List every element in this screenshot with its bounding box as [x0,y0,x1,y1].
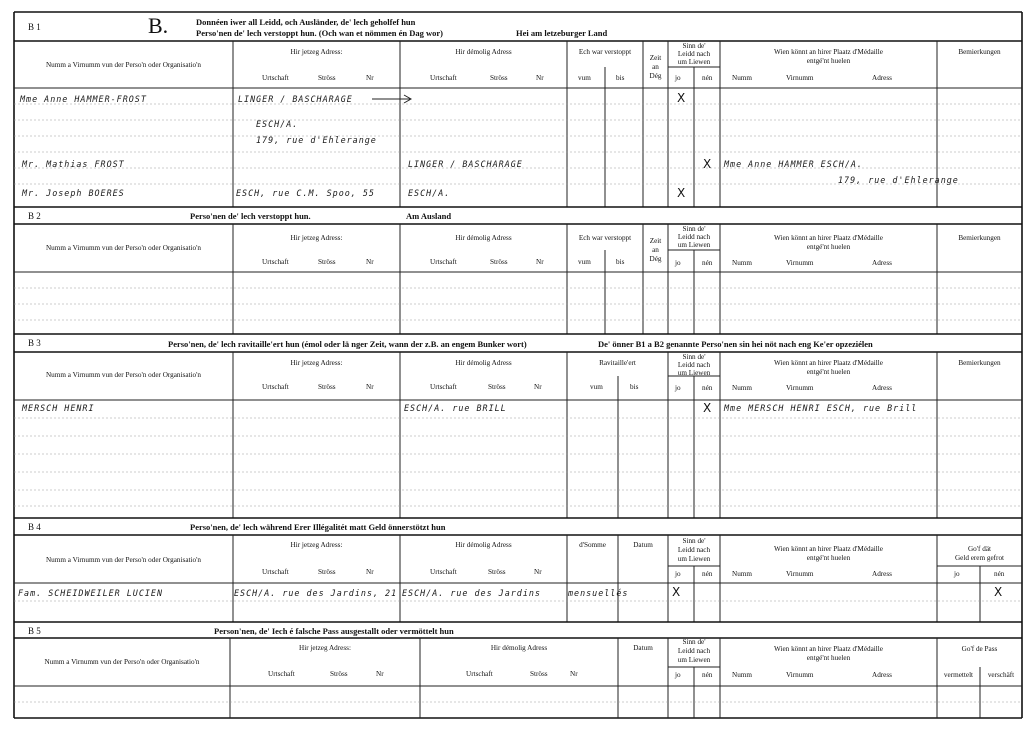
b5-col-living-2: Leidd nach [677,647,711,655]
b3-col-from: vum [590,383,603,391]
b3-col-no: nén [702,384,713,392]
b2-col-street-2: Ströss [490,258,508,266]
b4-col-medal-1: Wien könnt an hirer Plaatz d'Médaille [774,545,883,553]
b3-col-to: bis [630,383,639,391]
b1-col-living-3: um Liewen [677,58,711,66]
b4-col-sum: d'Somme [579,541,606,549]
b3-col-living-3: um Liewen [677,369,711,377]
b3-col-street: Ströss [318,383,336,391]
b1-col-street: Ströss [318,74,336,82]
b1-col-hidden: Ech war verstoppt [578,48,632,56]
b4-col-date: Datum [633,541,653,549]
b1-col-name: Numm a Virnumm vun der Perso'n oder Organisatio'n [45,61,201,69]
b2-col-medal-2: entgé'nt huelen [806,243,851,251]
b2-col-number: Nr [366,258,374,266]
b5-col-issued: vermettelt [943,671,974,679]
b4-row1-current: ESCH/A. rue des Jardins, 21 [234,588,398,598]
b1-row3-current: ESCH, rue C.M. Spoo, 55 [236,188,375,198]
b1-title-line1: Donnéen iwer all Leidd, och Ausländer, de' lech geholfef hun [196,17,416,27]
b1-row3-living-yes: X [677,186,686,200]
b1-col-living-2: Leidd nach [677,50,711,58]
b1-row1-current: LINGER / BASCHARAGE [238,94,353,104]
b3-col-medal-1: Wien könnt an hirer Plaatz d'Médaille [774,359,883,367]
b2-col-name: Numm a Virnumm vun der Perso'n oder Organisatio'n [45,244,201,252]
b4-title: Perso'nen, de' lech während Erer Illégalitét matt Geld önnerstötzt hun [190,522,446,532]
b2-col-days-1: Zeit [649,237,662,245]
b2-col-days-2: an [652,246,659,254]
b1-row1-name: Mme Anne HAMMER-FROST [20,94,147,104]
b5-col-address: Adress [872,671,892,679]
b4-col-locality: Urtschaft [262,568,289,576]
b5-col-street: Ströss [330,670,348,678]
b4-col-current-address: Hir jetzeg Adress: [290,541,343,549]
b2-col-from: vum [578,258,591,266]
b5-col-forged: verschäft [987,671,1015,679]
b1-col-days-2: an [652,63,659,71]
b3-col-living-1: Sinn de' [682,353,706,361]
b1-row1-living-yes: X [677,91,686,105]
b3-col-current-address: Hir jetzeg Adress: [290,359,343,367]
b5-col-name: Numm a Virnumm vun der Perso'n oder Organisatio'n [44,658,200,666]
b2-col-firstname: Virnumm [786,259,814,267]
b2-col-hidden: Ech war verstoppt [578,234,632,242]
b4-col-firstname: Virnumm [786,570,814,578]
b2-col-number-2: Nr [536,258,544,266]
b2-col-street: Ströss [318,258,336,266]
b1-col-address: Adress [872,74,892,82]
b1-row1-current-extra2: 179, rue d'Ehlerange [256,135,377,145]
b4-col-yes: jo [675,570,681,578]
b4-col-living-2: Leidd nach [677,546,711,554]
b1-col-to: bis [616,74,625,82]
b2-col-surname: Numm [732,259,752,267]
b3-col-street-2: Ströss [488,383,506,391]
b3-col-number-2: Nr [534,383,542,391]
b4-section-code: B 4 [28,522,41,532]
b4-col-name: Numm a Virnumm vun der Perso'n oder Organisatio'n [45,556,201,564]
b1-col-number-2: Nr [536,74,544,82]
b5-col-street-2: Ströss [530,670,548,678]
b5-col-locality-2: Urtschaft [466,670,493,678]
b1-col-number: Nr [366,74,374,82]
b4-col-number: Nr [366,568,374,576]
b4-col-former-address: Hir démolig Adress [455,541,512,549]
b5-col-no: nén [702,671,713,679]
b4-col-refund-2: Geld erem gefrot [954,554,1005,562]
b2-title-right: Am Ausland [406,211,452,221]
b5-section-code: B 5 [28,626,41,636]
b4-col-no: nén [702,570,713,578]
b1-section-letter: B. [148,13,169,38]
b2-col-living-2: Leidd nach [677,233,711,241]
b1-col-medal-1: Wien könnt an hirer Plaatz d'Médaille [774,48,883,56]
b4-col-refund-1: Go'f dät [967,545,992,553]
b4-col-living-1: Sinn de' [682,537,706,545]
b3-col-remarks: Bemierkungen [958,359,1001,367]
b1-title-line2: Perso'nen de' lech verstoppt hun. (Och wan et nömmen én Dag wor) [196,28,443,38]
b2-col-remarks: Bemierkungen [958,234,1001,242]
b5-col-medal-2: entgé'nt huelen [806,654,851,662]
b1-col-locality: Urtschaft [262,74,289,82]
b5-col-date: Datum [633,644,653,652]
b5-col-medal-1: Wien könnt an hirer Plaatz d'Médaille [774,645,883,653]
b4-col-number-2: Nr [534,568,542,576]
b2-col-locality: Urtschaft [262,258,289,266]
b3-title: Perso'nen, de' lech ravitaille'ert hun (émol oder lä nger Zeit, wann der z.B. an engem Bunker wort) [168,339,527,349]
b2-col-days-3: Dég [649,255,662,263]
b5-col-current-address: Hir jetzeg Adress: [299,644,351,652]
b1-col-living-1: Sinn de' [682,42,706,50]
b3-title-right: De' önner B1 a B2 genannte Perso'nen sin hei nöt nach eng Ke'er opzeziélen [598,339,873,349]
b2-col-former-address: Hir démolig Adress [455,234,512,242]
b2-section-code: B 2 [28,211,41,221]
b3-col-firstname: Virnumm [786,384,814,392]
b1-row2-name: Mr. Mathias FROST [22,159,125,169]
b2-col-medal-1: Wien könnt an hirer Plaatz d'Médaille [774,234,883,242]
b3-col-locality: Urtschaft [262,383,289,391]
b1-col-days-1: Zeit [649,54,662,62]
b3-col-locality-2: Urtschaft [430,383,457,391]
b1-col-from: vum [578,74,591,82]
b2-col-yes: jo [675,259,681,267]
b1-col-locality-2: Urtschaft [430,74,457,82]
b4-col-living-3: um Liewen [677,555,711,563]
b1-col-medal-2: entgé'nt huelen [806,57,851,65]
b5-col-living-3: um Liewen [677,656,711,664]
b2-col-address: Adress [872,259,892,267]
b3-row1-name: MERSCH HENRI [22,403,95,413]
b3-col-surname: Numm [732,384,752,392]
b1-row2-medal2: 179, rue d'Ehlerange [838,175,959,185]
b5-col-locality: Urtschaft [268,670,295,678]
b2-col-living-1: Sinn de' [682,225,706,233]
b1-col-no: nén [702,74,713,82]
b1-col-firstname: Virnumm [786,74,814,82]
b1-row2-medal: Mme Anne HAMMER ESCH/A. [724,159,863,169]
b5-title: Person'nen, de' Iech é falsche Pass ausgestallt oder vermöttelt hun [214,626,454,636]
b4-col-locality-2: Urtschaft [430,568,457,576]
b3-col-supplied: Ravitaille'ert [599,359,636,367]
b4-col-surname: Numm [732,570,752,578]
b2-title: Perso'nen de' lech verstoppt hun. [190,211,311,221]
b3-section-code: B 3 [28,338,41,348]
b4-col-street: Ströss [318,568,336,576]
b5-col-passport: Go'f de Pass [961,645,998,653]
b3-col-living-2: Leidd nach [677,361,711,369]
b3-col-yes: jo [675,384,681,392]
b2-col-no: nén [702,259,713,267]
b4-col-address: Adress [872,570,892,578]
b1-col-days-3: Dég [649,72,662,80]
b2-col-living-3: um Liewen [677,241,711,249]
b1-col-current-address: Hir jetzeg Adress: [290,48,343,56]
b1-row3-former: ESCH/A. [408,188,451,198]
b5-col-number-2: Nr [570,670,578,678]
b2-col-to: bis [616,258,625,266]
b1-col-surname: Numm [732,74,752,82]
b1-row1-current-extra: ESCH/A. [256,119,299,129]
b1-col-yes: jo [675,74,681,82]
b5-col-living-1: Sinn de' [682,638,706,646]
b4-row1-living-yes: X [672,585,681,599]
b3-row1-medal: Mme MERSCH HENRI ESCH, rue Brill [724,403,918,413]
b3-col-name: Numm a Virnumm vun der Perso'n oder Organisatio'n [45,371,201,379]
b1-col-street-2: Ströss [490,74,508,82]
b3-row1-living-no: X [703,401,712,415]
b4-col-refund-no: nén [994,570,1005,578]
b1-row2-former: LINGER / BASCHARAGE [408,159,523,169]
b4-row1-refund-no: X [994,585,1003,599]
b1-row2-living-no: X [703,157,712,171]
b3-col-medal-2: entgé'nt huelen [806,368,851,376]
b2-col-locality-2: Urtschaft [430,258,457,266]
arrow-icon [372,95,411,103]
b4-row1-former: ESCH/A. rue des Jardins [402,588,541,598]
b4-col-refund-yes: jo [954,570,960,578]
b1-section-code: B 1 [28,22,41,32]
b4-col-medal-2: entgé'nt huelen [806,554,851,562]
b5-col-former-address: Hir démolig Adress [490,644,548,652]
b4-row1-name: Fam. SCHEIDWEILER LUCIEN [18,588,164,598]
b5-col-yes: jo [675,671,681,679]
b1-col-former-address: Hir démolig Adress [455,48,512,56]
b5-col-surname: Numm [732,671,752,679]
b3-col-number: Nr [366,383,374,391]
b2-col-current-address: Hir jetzeg Adress: [290,234,343,242]
b1-col-remarks: Bemierkungen [958,48,1001,56]
b1-title-right: Hei am letzeburger Land [516,28,608,38]
b3-col-former-address: Hir démolig Adress [455,359,512,367]
b4-col-street-2: Ströss [488,568,506,576]
b1-row3-name: Mr. Joseph BOERES [22,188,125,198]
b5-col-number: Nr [376,670,384,678]
b3-row1-former: ESCH/A. rue BRILL [404,403,507,413]
b4-row1-sum: mensuellés [568,588,629,598]
b3-col-address: Adress [872,384,892,392]
b5-col-firstname: Virnumm [786,671,814,679]
